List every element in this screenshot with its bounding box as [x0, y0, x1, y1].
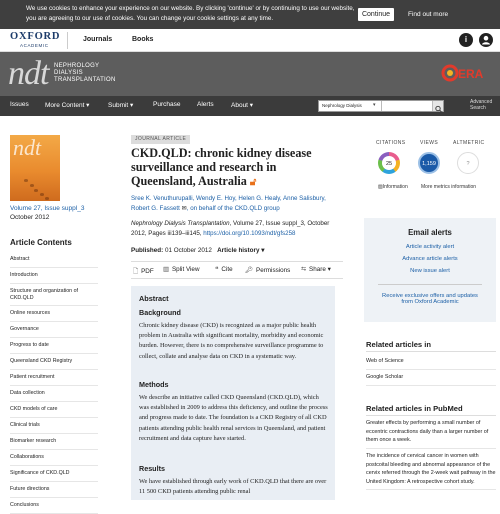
permissions-button[interactable]	[245, 266, 290, 274]
share-label: Share ▾	[309, 266, 331, 273]
article-contents-list	[10, 252, 98, 514]
journal-name-line: NEPHROLOGY	[54, 63, 100, 69]
divider	[366, 415, 496, 416]
authors-line[interactable]: Sree K. Venuthurupalli, Wendy E. Hoy, Helen G. Healy, Anne Salisbury,	[131, 195, 326, 202]
user-account-icon[interactable]	[479, 33, 493, 47]
journal-name-line: TRANSPLANTATION	[54, 77, 116, 83]
toc-item-label: Biomarker research	[10, 438, 57, 444]
corresponding-author[interactable]: Robert G. Fassett	[131, 205, 180, 212]
split-view-icon: ▥	[163, 266, 169, 273]
quote-icon: ❝	[215, 266, 219, 273]
nav-about[interactable]: About ▾	[231, 102, 254, 109]
advanced-search-line: Search	[470, 105, 486, 111]
ndt-logo[interactable]: ndt	[8, 55, 49, 92]
toc-item[interactable]	[10, 418, 98, 434]
journal-name	[54, 63, 116, 84]
issue-date: October 2012	[10, 214, 50, 221]
article-type-badge: JOURNAL ARTICLE	[131, 135, 190, 144]
permissions-label: Permissions	[256, 267, 291, 274]
volume-issue-link[interactable]: Volume 27, Issue suppl_3	[10, 205, 85, 212]
toc-item-label: Online resources	[10, 310, 51, 316]
cookie-text: We use cookies to enhance your experience on our website. By clicking 'continue' or by continuing to use our website, you are agreeing to our use of cookies. You can change your cookie settings at any time.	[26, 5, 355, 22]
toc-item[interactable]	[10, 268, 98, 284]
split-view-button[interactable]	[163, 266, 200, 273]
toc-item[interactable]	[10, 386, 98, 402]
pdf-button[interactable]	[133, 266, 154, 277]
pubmed-related-article[interactable]: Greater effects by performing a small number of eccentric contractions daily than a larger number of them once a week.	[366, 419, 496, 449]
email-alerts-panel	[364, 218, 496, 322]
background-heading: Background	[139, 308, 181, 317]
article-title	[131, 146, 343, 190]
views-count: 1,159	[422, 161, 436, 167]
toc-item-label: Significance of CKD.QLD	[10, 470, 70, 476]
toc-item[interactable]	[10, 402, 98, 418]
cover-footprint	[30, 184, 34, 187]
nav-purchase[interactable]: Purchase	[153, 101, 181, 108]
journal-banner	[0, 52, 500, 96]
share-icon: ⮀	[301, 266, 307, 273]
toc-item[interactable]	[10, 306, 98, 322]
toc-item[interactable]	[10, 322, 98, 338]
toc-item-label: Patient recruitment	[10, 374, 55, 380]
nav-issues[interactable]: Issues	[10, 101, 29, 108]
toc-item-label: Governance	[10, 326, 39, 332]
web-of-science-link[interactable]: Web of Science	[366, 357, 496, 370]
advanced-search-line: Advanced	[470, 99, 493, 105]
article-contents-title: Article Contents	[10, 238, 72, 247]
results-heading: Results	[139, 464, 165, 473]
open-access-lock-icon: 🔓︎	[249, 177, 257, 188]
group-author[interactable]: , on behalf of the CKD.QLD group	[186, 205, 280, 212]
toc-item[interactable]	[10, 338, 98, 354]
views-label: VIEWS	[420, 140, 439, 146]
results-text: We have established through early work of CKD.QLD that there are over 11 500 CKD patients attending public renal	[139, 478, 327, 496]
toc-item-label: Queensland CKD Registry	[10, 358, 73, 364]
books-link[interactable]: Books	[132, 36, 154, 43]
toc-item-label: Clinical trials	[10, 422, 40, 428]
cookie-find-out-more-link[interactable]: Find out more	[408, 11, 449, 18]
cover-footprint	[24, 179, 28, 182]
cover-footprint	[45, 197, 49, 200]
article-metrics	[364, 140, 494, 196]
published-label: Published:	[131, 247, 164, 254]
exclusive-offers-line: from Oxford Academic	[401, 299, 459, 305]
toc-item-label: Abstract	[10, 256, 30, 262]
background-text: Chronic kidney disease (CKD) is recognized as a major public health problem in Australia with significant mortality, morbidity and economic burden. However, there is no comprehensive surveillance programme to collect, collate and analyse data on CKD in a systematic way.	[139, 322, 324, 360]
journals-link[interactable]: Journals	[83, 36, 113, 43]
divider	[378, 284, 482, 285]
main-nav	[0, 96, 500, 116]
doi-link[interactable]: https://doi.org/10.1093/ndt/gfs258	[203, 229, 296, 237]
toc-item[interactable]	[10, 482, 98, 498]
toc-item-label: CKD models of care	[10, 406, 58, 412]
cookie-banner	[0, 0, 500, 29]
toc-item[interactable]	[10, 450, 98, 466]
toc-item[interactable]	[10, 498, 98, 514]
email-icon[interactable]: ✉	[181, 205, 187, 212]
toc-item-label: Future directions	[10, 486, 50, 492]
era-logo[interactable]	[441, 62, 491, 84]
toc-item[interactable]	[10, 252, 98, 268]
nav-more-content[interactable]: More Content ▾	[45, 102, 90, 109]
more-metrics-link[interactable]: More metrics information	[421, 184, 477, 190]
search-input[interactable]	[381, 101, 431, 111]
search-icon	[433, 104, 444, 114]
advanced-search-link[interactable]	[470, 99, 492, 111]
divider	[67, 32, 68, 49]
citations-count: 25	[385, 161, 393, 167]
divider	[366, 351, 496, 352]
era-logo-text: ERA	[458, 67, 484, 81]
chevron-down-icon[interactable]: ▾	[373, 102, 376, 108]
oxford-academic-logo-sub: ACADEMIC	[20, 43, 49, 48]
article-history-toggle[interactable]: Article history ▾	[217, 247, 265, 254]
toc-item-label: Collaborations	[10, 454, 44, 460]
cover-logo: ndt	[13, 135, 42, 160]
article-toolbar	[131, 261, 343, 279]
exclusive-offers-line: Receive exclusive offers and updates	[382, 293, 478, 299]
published-date: 01 October 2012	[164, 247, 212, 254]
split-view-label: Split View	[171, 266, 200, 273]
toc-item[interactable]	[10, 284, 98, 306]
cookie-continue-button[interactable]: Continue	[358, 8, 394, 21]
nav-submit[interactable]: Submit ▾	[108, 102, 134, 109]
pubmed-heading: Related articles in PubMed	[366, 404, 463, 413]
new-issue-alert-link[interactable]: New issue alert	[410, 268, 450, 274]
journal-name-line: DIALYSIS	[54, 70, 83, 76]
cite-label: Cite	[221, 266, 233, 273]
oxford-academic-logo[interactable]: OXFORD	[10, 31, 61, 42]
search-scope-select[interactable]: Nephrology Dialysis	[322, 103, 362, 108]
methods-text: We describe an initiative called CKD Queensland (CKD.QLD), which was established in 2009 to address this deficiency, and outline the process and progress made to date. The foundation is a CKD Registry of all CKD patients attending public health renal services in Queensland, and patient recruitment and data capture have started.	[139, 394, 328, 442]
abstract-methods-section	[139, 380, 329, 444]
altmetric-score: ?	[466, 161, 470, 167]
pdf-label: PDF	[141, 268, 154, 275]
toc-item-label: Structure and organization of CKD.QLD	[10, 287, 79, 301]
abstract-panel	[131, 286, 335, 500]
oup-top-bar	[0, 29, 500, 52]
abstract-results-section	[139, 464, 329, 497]
toc-item-label: Progress to date	[10, 342, 49, 348]
search-button[interactable]	[432, 101, 443, 111]
toc-item-label: Introduction	[10, 272, 38, 278]
pubmed-related-article[interactable]: The incidence of cervical cancer in women with postcoital bleeding and abnormal appearance of the cervix referred through the 2-week wait pathway in the United Kingdom: A retrospective cohort study.	[366, 452, 496, 490]
search-box	[318, 100, 444, 112]
info-icon[interactable]: i	[459, 33, 473, 47]
toc-item[interactable]	[10, 370, 98, 386]
advance-article-alerts-link[interactable]: Advance article alerts	[402, 256, 458, 262]
information-label: Information	[382, 184, 408, 190]
published-row	[131, 247, 264, 254]
citations-label: CITATIONS	[376, 140, 406, 146]
article-title-text: CKD.QLD: chronic kidney disease surveillance and research in Queensland, Australia	[131, 146, 312, 188]
abstract-heading: Abstract	[139, 294, 169, 303]
cite-button[interactable]	[215, 266, 233, 273]
methods-heading: Methods	[139, 380, 169, 389]
nav-alerts[interactable]: Alerts	[197, 101, 214, 108]
citation-details: , Volume 27, Issue suppl_3, October 2012, Pages iii139–iii145,	[131, 220, 330, 237]
email-alerts-title: Email alerts	[408, 228, 452, 237]
related-articles-heading: Related articles in	[366, 340, 431, 349]
exclusive-offers-link[interactable]	[364, 293, 496, 305]
citation-block	[131, 219, 343, 238]
abstract-background-section	[139, 308, 329, 362]
google-scholar-link[interactable]: Google Scholar	[366, 373, 496, 386]
cover-footprint	[34, 189, 38, 192]
information-link[interactable]	[378, 184, 408, 190]
journal-name-citation: Nephrology Dialysis Transplantation	[131, 220, 230, 227]
pdf-icon: 🗋︎	[133, 268, 139, 275]
altmetric-label: ALTMETRIC	[453, 140, 485, 146]
cover-footprint	[40, 193, 44, 196]
information-icon: ▧	[378, 184, 383, 190]
share-button[interactable]	[301, 266, 331, 274]
article-activity-alert-link[interactable]: Article activity alert	[405, 244, 455, 250]
toc-item[interactable]	[10, 434, 98, 450]
author-list	[131, 194, 343, 214]
toc-item-label: Conclusions	[10, 502, 39, 508]
toc-item[interactable]	[10, 354, 98, 370]
toc-item-label: Data collection	[10, 390, 45, 396]
toc-item[interactable]	[10, 466, 98, 482]
permissions-icon: 🔑︎	[245, 267, 253, 274]
issue-cover-image[interactable]	[10, 135, 60, 201]
